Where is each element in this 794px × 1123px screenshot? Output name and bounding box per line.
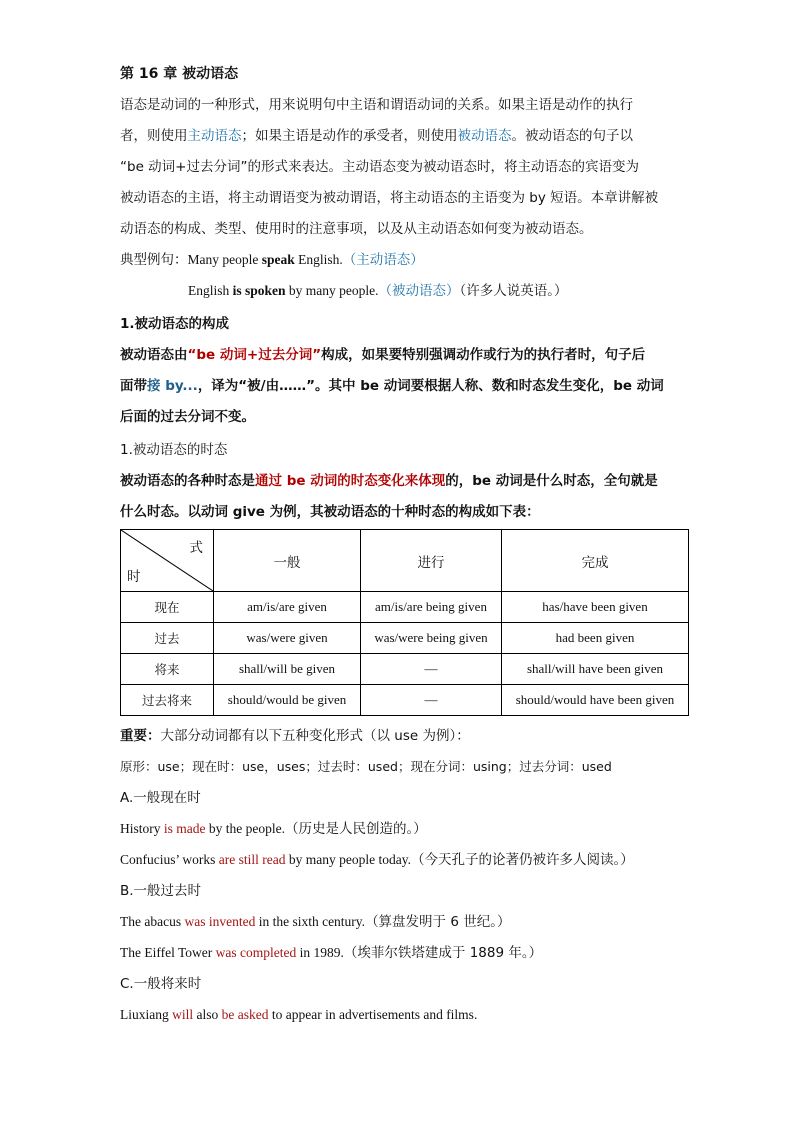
section-text: 被动语态由 bbox=[120, 347, 188, 363]
example-verb: speak bbox=[261, 252, 295, 267]
table-corner-cell bbox=[121, 530, 214, 592]
sentence-text: History bbox=[120, 821, 164, 836]
intro-line-3: “be 动词+过去分词”的形式来表达。主动语态变为被动语态时，将主动语态的宾语变为 bbox=[120, 159, 639, 175]
sentence-text: The abacus bbox=[120, 914, 185, 929]
partA-sentence-1 bbox=[120, 819, 427, 839]
row-label: 过去将来 bbox=[121, 685, 214, 716]
table-row bbox=[121, 592, 689, 623]
section-text: 的，be 动词是什么时态，全句就是 bbox=[445, 473, 658, 489]
example-verb: is spoken bbox=[232, 283, 286, 298]
sentence-translation: （历史是人民创造的。） bbox=[284, 821, 427, 837]
section2-line-1 bbox=[120, 471, 658, 491]
table-cell: — bbox=[361, 685, 502, 716]
intro-line-1: 语态是动词的一种形式，用来说明句中主语和谓语动词的关系。如果主语是动作的执行 bbox=[120, 97, 633, 113]
sentence-text: in 1989. bbox=[296, 945, 344, 960]
example-translation: （许多人说英语。） bbox=[459, 283, 568, 299]
example-text: Many people bbox=[187, 252, 262, 267]
passive-verb: will bbox=[172, 1007, 194, 1022]
corner-form-label: 式 bbox=[189, 540, 203, 556]
sentence-translation: （埃菲尔铁塔建成于 1889 年。） bbox=[343, 945, 543, 961]
highlight-text: 通过 be 动词的时态变化来体现 bbox=[255, 473, 446, 489]
column-header: 一般 bbox=[214, 530, 361, 592]
section-text: 构成，如果要特别强调动作或行为的执行者时，句子后 bbox=[321, 347, 646, 363]
partA-heading: A.一般现在时 bbox=[120, 790, 201, 806]
intro-text: 者，则使用 bbox=[120, 128, 188, 144]
passive-verb: read bbox=[262, 852, 286, 867]
sentence-text: by the people. bbox=[205, 821, 285, 836]
partB-heading: B.一般过去时 bbox=[120, 883, 202, 899]
table-header-row bbox=[121, 530, 689, 592]
passive-verb: is made bbox=[163, 821, 206, 836]
partA-sentence-2 bbox=[120, 850, 634, 870]
intro-text: 。被动语态的句子以 bbox=[511, 128, 633, 144]
table-row bbox=[121, 685, 689, 716]
passive-verb: was invented bbox=[184, 914, 256, 929]
section-text: 面带 bbox=[120, 378, 147, 394]
example-label: 典型例句： bbox=[120, 252, 188, 268]
row-label: 现在 bbox=[121, 592, 214, 623]
tense-table bbox=[120, 529, 689, 716]
section1-line-1 bbox=[120, 345, 645, 365]
table-cell: was/were given bbox=[214, 623, 361, 654]
table-cell: should/would be given bbox=[214, 685, 361, 716]
sentence-text: The Eiffel Tower bbox=[120, 945, 216, 960]
table-cell: had been given bbox=[502, 623, 689, 654]
active-voice-term: 主动语态 bbox=[187, 128, 242, 144]
sentence-text: to appear in advertisements and films. bbox=[268, 1007, 478, 1022]
section2-line-2: 什么时态。以动词 give 为例，其被动语态的十种时态的构成如下表： bbox=[120, 504, 540, 520]
passive-verb: was completed bbox=[215, 945, 297, 960]
table-cell: should/would have been given bbox=[502, 685, 689, 716]
example-text: English. bbox=[294, 252, 343, 267]
table-cell: was/were being given bbox=[361, 623, 502, 654]
table-cell: shall/will have been given bbox=[502, 654, 689, 685]
important-label: 重要： bbox=[120, 728, 161, 744]
intro-text: ；如果主语是动作的承受者，则使用 bbox=[241, 128, 458, 144]
table-cell: has/have been given bbox=[502, 592, 689, 623]
example-line-2 bbox=[188, 281, 568, 301]
section-text: ，译为“被/由……”。其中 be 动词要根据人称、数和时态发生变化，be 动词 bbox=[197, 378, 664, 394]
partB-sentence-2 bbox=[120, 943, 542, 963]
highlight-text: “be 动词+过去分词” bbox=[187, 347, 322, 363]
partC-sentence-1 bbox=[120, 1005, 477, 1025]
section2-heading: 1.被动语态的时态 bbox=[120, 442, 228, 458]
verb-forms-line: 原形：use；现在时：use，uses；过去时：used；现在分词：using；过去分词：used bbox=[120, 759, 612, 774]
highlight-text: 接 by... bbox=[147, 378, 198, 394]
table-cell: — bbox=[361, 654, 502, 685]
example-note: （主动语态） bbox=[342, 252, 424, 268]
passive-verb: be asked bbox=[221, 1007, 269, 1022]
intro-line-5: 动语态的构成、类型、使用时的注意事项，以及从主动语态如何变为被动语态。 bbox=[120, 221, 593, 237]
passive-verb: are still bbox=[218, 852, 259, 867]
intro-line-4: 被动语态的主语，将主动谓语变为被动谓语，将主动语态的主语变为 by 短语。本章讲解被 bbox=[120, 190, 659, 206]
table-cell: am/is/are given bbox=[214, 592, 361, 623]
important-text: 大部分动词都有以下五种变化形式（以 use 为例）： bbox=[160, 728, 470, 744]
sentence-text: Confucius’ works bbox=[120, 852, 219, 867]
partC-heading: C.一般将来时 bbox=[120, 976, 202, 992]
example-text: by many people. bbox=[285, 283, 379, 298]
partB-sentence-1 bbox=[120, 912, 510, 932]
chapter-title: 第 16 章 被动语态 bbox=[120, 66, 239, 82]
sentence-text: by many people today. bbox=[285, 852, 411, 867]
sentence-translation: （今天孔子的论著仍被许多人阅读。） bbox=[410, 852, 634, 868]
passive-voice-term: 被动语态 bbox=[457, 128, 512, 144]
table-row bbox=[121, 654, 689, 685]
example-note: （被动语态） bbox=[378, 283, 460, 299]
section1-heading: 1.被动语态的构成 bbox=[120, 316, 230, 332]
section-text: 被动语态的各种时态是 bbox=[120, 473, 255, 489]
table-cell: shall/will be given bbox=[214, 654, 361, 685]
column-header: 完成 bbox=[502, 530, 689, 592]
column-header: 进行 bbox=[361, 530, 502, 592]
table-cell: am/is/are being given bbox=[361, 592, 502, 623]
sentence-translation: （算盘发明于 6 世纪。） bbox=[365, 914, 511, 930]
corner-tense-label: 时 bbox=[127, 569, 141, 585]
example-text: English bbox=[188, 283, 233, 298]
section1-line-2 bbox=[120, 376, 664, 396]
row-label: 将来 bbox=[121, 654, 214, 685]
intro-line-2 bbox=[120, 126, 633, 146]
row-label: 过去 bbox=[121, 623, 214, 654]
example-line-1 bbox=[120, 250, 424, 270]
table-row bbox=[121, 623, 689, 654]
sentence-text: Liuxiang bbox=[120, 1007, 173, 1022]
sentence-text: in the sixth century. bbox=[255, 914, 366, 929]
section1-line-3: 后面的过去分词不变。 bbox=[120, 409, 255, 425]
important-line bbox=[120, 726, 470, 746]
sentence-text: also bbox=[193, 1007, 222, 1022]
